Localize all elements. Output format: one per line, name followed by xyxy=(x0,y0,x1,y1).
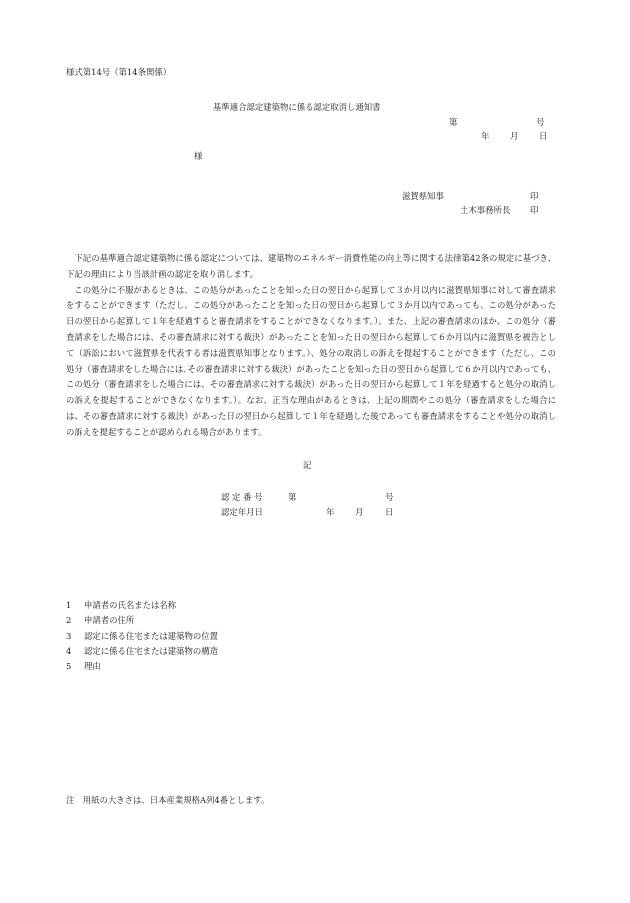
form-label: 様式第14号（第14条関係） xyxy=(66,67,172,77)
cert-date-hi: 日 xyxy=(385,507,394,517)
addressee-sama: 様 xyxy=(194,151,203,161)
cert-date-label: 認定年月日 xyxy=(221,507,263,517)
issuer-office: 土木事務所長 xyxy=(460,205,511,215)
cert-date-nen: 年 xyxy=(326,507,335,517)
list-item: 3 認定に係る住宅または建築物の位置 xyxy=(66,630,218,641)
list-item: 5 理由 xyxy=(66,661,101,672)
body-paragraph-2: この処分に不服があるときは、この処分があったことを知った日の翌日から起算して３か月以内に滋賀県知事に対して審査請求をすることができます（ただし、この処分があったことを知った日の翌日から起算して３か月以内であっても、この処分があった日の翌日から起算して１年を経過すると審査請求をすることができなくなります。）。また、上記の審査請求のほか、この処分（審査請求をした場合には、その審査請求に対する裁決）があったことを知った日の翌日から起算して６か月以内に滋賀県を被告として（訴訟において滋賀県を代表する者は滋賀県知事となります。）、処分の取消しの訴えを提起することができます（ただし、この処分（審査請求をした場合には､その審査請求に対する裁決）があったことを知った日の翌日から起算して６か月以内であっても、この処分（審査請求をした場合には、その審査請求に対する裁決）があった日の翌日から起算して１年を経過すると処分の取消しの訴えを提起することができなくなります。）。なお、正当な理由があるときは、上記の期間やこの処分（審査請求をした場合には、その審査請求に対する裁決）があった日の翌日から起算して１年を経過した後であっても審査請求をすることや処分の取消しの訴えを提起することが認められる場合があります。 xyxy=(66,284,556,437)
document-title: 基準適合認定建築物に係る認定取消し通知書 xyxy=(213,102,381,112)
list-item: 4 認定に係る住宅または建築物の構造 xyxy=(66,645,218,656)
date-hi: 日 xyxy=(539,131,548,141)
cert-number-dai: 第 xyxy=(288,492,297,502)
issuer-office-seal: 印 xyxy=(530,205,539,215)
ki-heading: 記 xyxy=(303,460,312,470)
cert-number-go: 号 xyxy=(385,492,394,502)
footnote: 注 用紙の大きさは、日本産業規格A列4番とします。 xyxy=(66,795,270,805)
issuer-governor-seal: 印 xyxy=(530,191,539,201)
date-tsuki: 月 xyxy=(510,131,519,141)
body-text xyxy=(66,251,556,441)
body-paragraph-1: 下記の基準適合認定建築物に係る認定については、建築物のエネルギー消費性能の向上等に関する法律第42条の規定に基づき、下記の理由により当該計画の認定を取り消します。 xyxy=(66,253,556,279)
list-item: 2 申請者の住所 xyxy=(66,615,135,626)
number-dai: 第 xyxy=(449,117,458,127)
cert-date-tsuki: 月 xyxy=(355,507,364,517)
list-item: 1 申請者の氏名または名称 xyxy=(66,600,177,610)
cert-number-label: 認 定 番 号 xyxy=(221,492,263,502)
issuer-governor: 滋賀県知事 xyxy=(402,191,444,201)
date-nen: 年 xyxy=(481,131,490,141)
number-go: 号 xyxy=(536,117,545,127)
item-list xyxy=(66,598,218,674)
